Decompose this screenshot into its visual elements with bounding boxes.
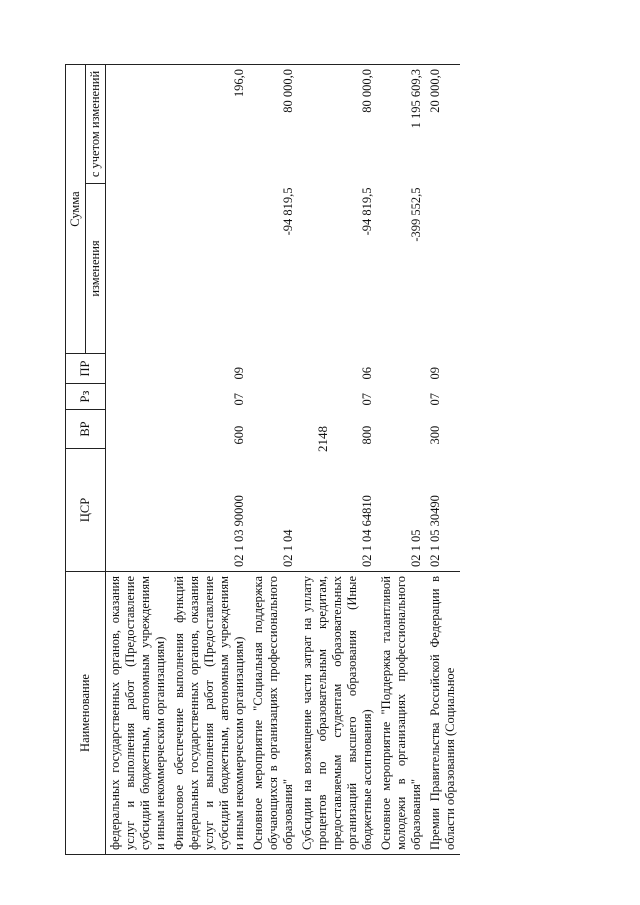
row-with-change: 1 195 609,3 xyxy=(377,65,426,184)
row-rz: 07 xyxy=(232,393,246,406)
row-pr xyxy=(377,354,426,384)
header-vr: ВР xyxy=(66,410,106,449)
table-row xyxy=(170,65,249,855)
table-row xyxy=(298,65,377,855)
table-row xyxy=(249,65,298,855)
row-pr xyxy=(249,354,298,384)
row-change: -94 819,5 xyxy=(281,187,295,236)
row-name: Основное мероприятие "Поддержка талантливой молодежи в организациях профессионального образования" xyxy=(377,572,426,855)
row-rz xyxy=(249,384,298,410)
header-change: изменения xyxy=(86,184,106,354)
row-change: -399 552,5 xyxy=(409,187,423,242)
row-pr: 09 xyxy=(232,367,246,380)
row-rz xyxy=(377,384,426,410)
budget-table xyxy=(65,64,460,855)
row-csr xyxy=(106,449,171,572)
row-pr: 09 xyxy=(428,367,442,380)
row-csr: 02 1 05 30490 xyxy=(428,495,442,567)
table-row xyxy=(377,65,426,855)
header-name: Наименование xyxy=(66,572,106,855)
row-vr: 600 xyxy=(232,425,246,445)
row-csr: 02 1 04 xyxy=(281,529,295,567)
row-with-change: 80 000,0 xyxy=(249,65,298,184)
row-name: Субсидии на возмещение части затрат на уплату процентов по образовательным кредитам, предоставляемым студентам образовательных организаций высшего образования (Иные бюджетные ассигнования) xyxy=(298,572,377,855)
row-rz xyxy=(106,384,171,410)
row-name: федеральных государственных органов, оказания услуг и выполнения работ (Предоставление субсидий бюджетным, автономным учреждениям и иным некоммерческим организациям) xyxy=(106,572,171,855)
row-rz: 07 xyxy=(428,393,442,406)
row-with-change: 80 000,0 xyxy=(298,65,377,184)
row-name: Основное мероприятие "Социальная поддержка обучающихся в организациях профессионального образования" xyxy=(249,572,298,855)
row-name: Финансовое обеспечение выполнения функций федеральных государственных органов, оказания услуг и выполнения работ (Предоставление субсидий бюджетным, автономным учреждениям и иным некоммерческим организациям) xyxy=(170,572,249,855)
row-with-change: 20 000,0 xyxy=(426,65,460,184)
row-csr: 02 1 05 xyxy=(409,529,423,567)
row-vr xyxy=(106,410,171,449)
row-change: -94 819,5 xyxy=(360,187,374,236)
header-sum: Сумма xyxy=(66,65,86,354)
table-row xyxy=(106,65,171,855)
page-number: 2148 xyxy=(315,426,330,452)
header-with-change: с учетом изменений xyxy=(86,65,106,184)
rotated-page xyxy=(65,55,565,855)
row-pr xyxy=(106,354,171,384)
row-vr: 800 xyxy=(360,425,374,445)
table-row xyxy=(426,65,460,855)
row-change xyxy=(170,184,249,354)
row-change xyxy=(106,184,171,354)
header-csr: ЦСР xyxy=(66,449,106,572)
row-vr xyxy=(377,410,426,449)
row-with-change: 196,0 xyxy=(170,65,249,184)
row-vr: 300 xyxy=(428,425,442,445)
row-name: Премии Правительства Российской Федерации в области образования (Социальное xyxy=(426,572,460,855)
header-pr: ПР xyxy=(66,354,106,384)
header-rz: Рз xyxy=(66,384,106,410)
row-pr: 06 xyxy=(360,367,374,380)
row-csr: 02 1 04 64810 xyxy=(360,495,374,567)
row-change xyxy=(426,184,460,354)
row-csr: 02 1 03 90000 xyxy=(232,495,246,567)
row-with-change xyxy=(106,65,171,184)
row-vr xyxy=(249,410,298,449)
row-rz: 07 xyxy=(360,393,374,406)
